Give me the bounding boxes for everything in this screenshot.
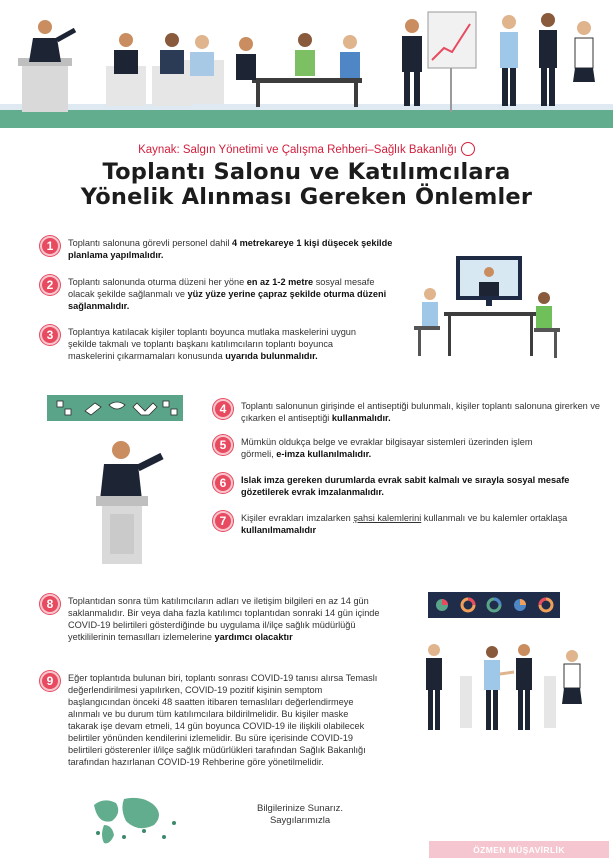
number-badge: 9 <box>40 671 60 691</box>
number-badge: 6 <box>213 473 233 493</box>
measure-item-9: 9 Eğer toplantıda bulunan biri, toplantı sonrası COVID-19 tanısı alırsa Temaslı değerlendirilmesi yapılırken, COVID-19 pozitif kişinin semptom başlangıcından önceki 48 saatten itibaren temaslıları değerlendirmeye alınmalı ve bu durum tüm katılımcılara bildirilmelidir. Bu kişiler maske takarak işe devam etmeli, 14 gün boyunca COVID-19 ile ilişkili olabilecek belirtiler yönünden kendilerini izlemelidir. Bu süre içerisinde COVID-19 belirtileri gösterenler il/ilçe sağlık müdürlükleri tarafından Sağlık Bakanlığı tarafından hazırlanan COVID-19 Rehberine göre yönetilmelidir. <box>40 670 380 768</box>
hand-hygiene-strip <box>47 395 183 421</box>
measure-item-5: 5 Mümkün oldukça belge ve evraklar bilgisayar sistemleri üzerinden işlem görmeli, e-imza kullanılmalıdır. <box>213 434 553 460</box>
page-title <box>0 160 613 210</box>
firm-name-banner: ÖZMEN MÜŞAVİRLİK <box>429 841 609 858</box>
measure-item-3: 3 Toplantıya katılacak kişiler toplantı boyunca mutlaka maskelerini uygun şekilde takmalı ve toplantı başkanı katılımcıların toplantı boyunca maskelerini çıkarmamaları konusunda uyarıda bulunmalıdır. <box>40 324 376 362</box>
measure-item-2: 2 Toplantı salonunda oturma düzeni her yöne en az 1-2 metre sosyal mesafe olacak şekilde sağlanmalı ve yüz yüze yerine çapraz şekilde oturma düzeni sağlanmalıdır. <box>40 274 395 312</box>
pie-icons-strip <box>428 592 560 618</box>
header-illustration <box>0 0 613 138</box>
measure-item-7: 7 Kişiler evrakları imzalarken şahsi kalemlerini kullanmalı ve bu kalemler ortaklaşa kullanılmamalıdır <box>213 510 583 536</box>
measure-item-1: 1 Toplantı salonuna görevli personel dahil 4 metrekareye 1 kişi düşecek şekilde planlama yapılmalıdır. <box>40 235 400 261</box>
number-badge: 3 <box>40 325 60 345</box>
signoff-line-1: Bilgilerinize Sunarız. <box>257 803 344 814</box>
ministry-seal-icon <box>461 142 475 156</box>
title-line-2: Yönelik Alınması Gereken Önlemler <box>80 184 533 210</box>
title-line-1: Toplantı Salonu ve Katılımcılara <box>102 159 511 185</box>
distanced-meeting-illustration <box>404 252 569 367</box>
signoff <box>257 803 343 827</box>
number-badge: 4 <box>213 399 233 419</box>
number-badge: 1 <box>40 236 60 256</box>
pie-icon <box>514 599 526 611</box>
number-badge: 5 <box>213 435 233 455</box>
source-line: Kaynak: Salgın Yönetimi ve Çalışma Rehberi–Sağlık Bakanlığı <box>0 143 613 157</box>
measure-item-4: 4 Toplantı salonunun girişinde el antiseptiği bulunmalı, kişiler toplantı salonuna girerken ve çıkarken el antiseptiği kullanmalıdır. <box>213 398 601 424</box>
podium-speaker-illustration <box>82 436 172 566</box>
number-badge: 8 <box>40 594 60 614</box>
number-badge: 7 <box>213 511 233 531</box>
signoff-line-2: Saygılarımızla <box>269 815 331 826</box>
measure-item-8: 8 Toplantıdan sonra tüm katılımcıların adları ve iletişim bilgileri en az 14 gün saklanmalıdır. Bir veya daha fazla katılımcı toplantıdan sonraki 14 gün içinde COVID-19 belirtileri gösterdiğinde bu uygulama il/ilçe sağlık müdürlüğü yetkililerinin temasılları izlemelerine yardımcı olacaktır <box>40 593 380 643</box>
business-people-illustration <box>412 640 592 740</box>
measure-item-6: 6 Islak imza gereken durumlarda evrak sabit kalmalı ve sırayla sosyal mesafe gözetilerek evrak imzalanmalıdır. <box>213 472 583 498</box>
world-network-illustration <box>84 793 184 849</box>
number-badge: 2 <box>40 275 60 295</box>
pie-icon <box>436 599 448 611</box>
